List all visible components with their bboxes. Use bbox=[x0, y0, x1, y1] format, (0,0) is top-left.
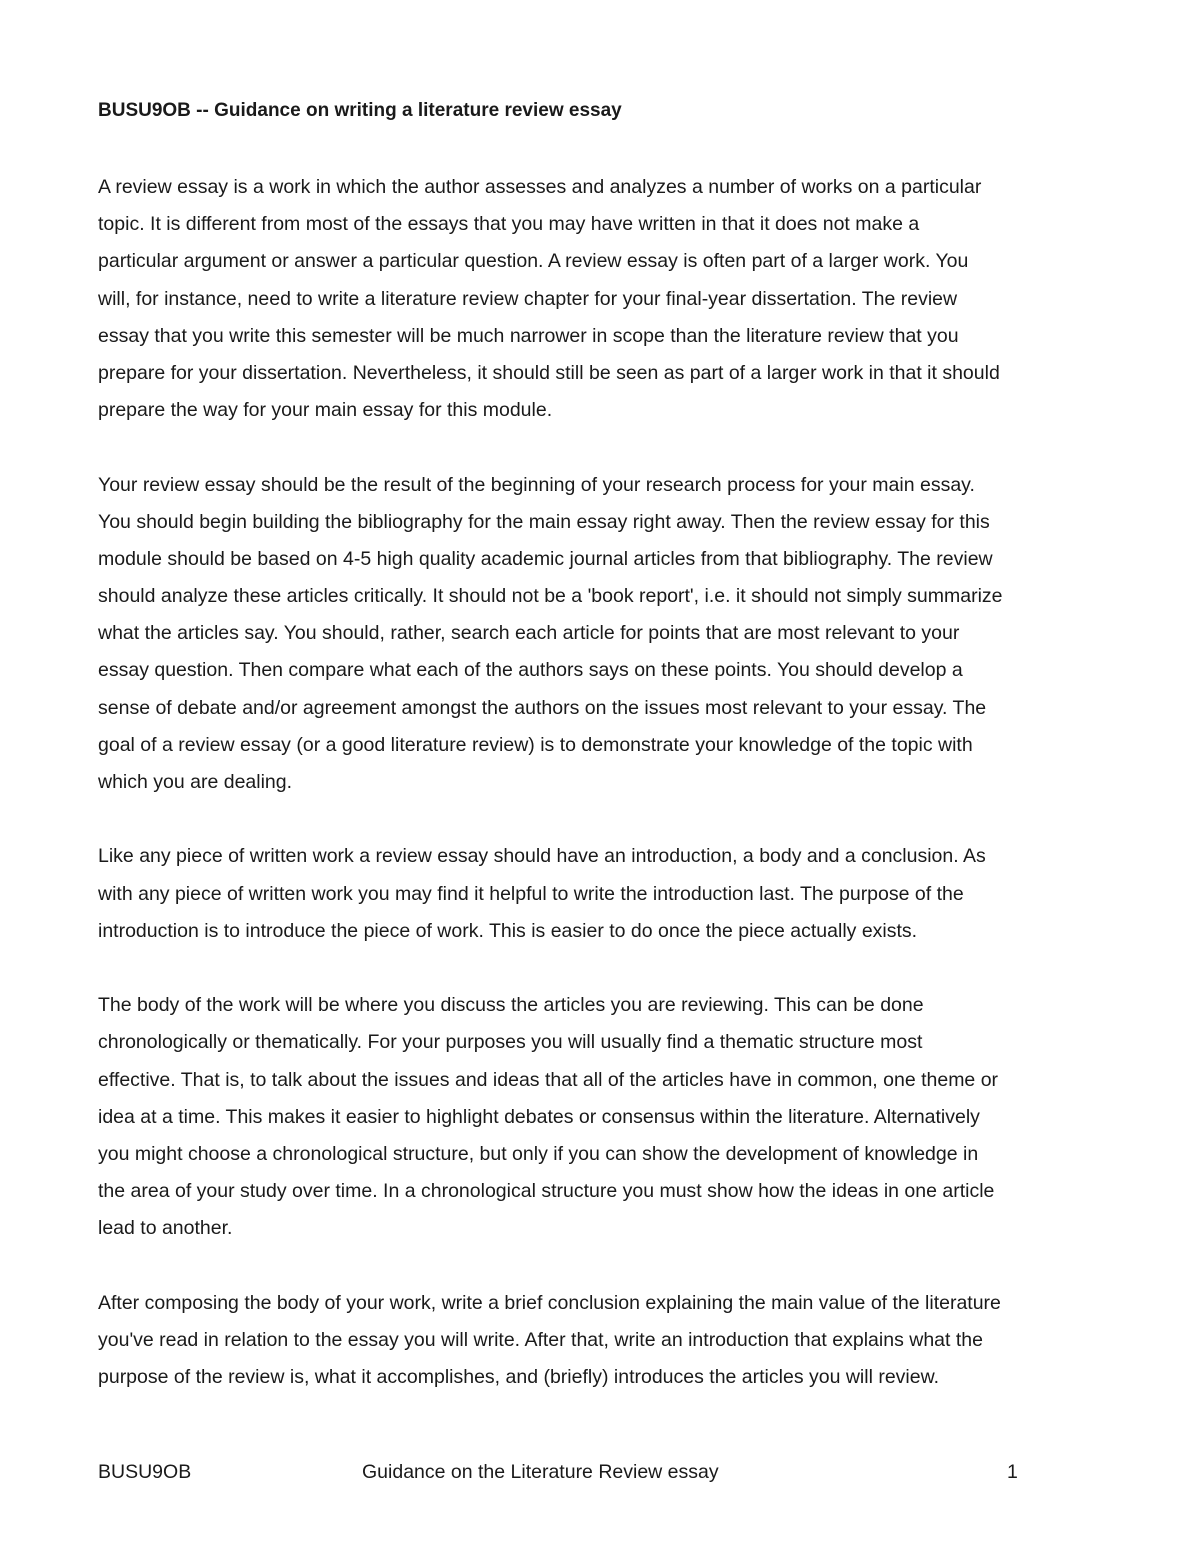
text-line: introduction is to introduce the piece of work. This is easier to do once the piece actually exists. bbox=[98, 919, 918, 942]
text-line: with any piece of written work you may find it helpful to write the introduction last. The purpose of the bbox=[98, 882, 964, 905]
text-line: After composing the body of your work, write a brief conclusion explaining the main value of the literature bbox=[98, 1291, 1001, 1314]
text-line: module should be based on 4-5 high quality academic journal articles from that bibliography. The review bbox=[98, 547, 993, 570]
text-line: which you are dealing. bbox=[98, 771, 293, 793]
text-line: essay question. Then compare what each of the authors says on these points. You should develop a bbox=[98, 659, 963, 682]
text-line: essay that you write this semester will be much narrower in scope than the literature review that you bbox=[98, 324, 959, 347]
text-line: goal of a review essay (or a good literature review) is to demonstrate your knowledge of the topic with bbox=[98, 733, 973, 756]
text-line: particular argument or answer a particular question. A review essay is often part of a larger work. You bbox=[98, 250, 969, 273]
text-line: you might choose a chronological structure, but only if you can show the development of knowledge in bbox=[98, 1142, 979, 1165]
text-line: A review essay is a work in which the author assesses and analyzes a number of works on a particular bbox=[98, 176, 982, 198]
text-line: purpose of the review is, what it accomplishes, and (briefly) introduces the articles you will review. bbox=[98, 1366, 940, 1388]
paragraph-2 bbox=[98, 467, 1108, 802]
paragraph-1 bbox=[98, 169, 1108, 429]
text-line: will, for instance, need to write a literature review chapter for your final-year dissertation. The review bbox=[98, 287, 958, 310]
text-line: You should begin building the bibliography for the main essay right away. Then the review essay for this bbox=[98, 510, 990, 533]
text-line: effective. That is, to talk about the issues and ideas that all of the articles have in common, one theme or bbox=[98, 1068, 999, 1091]
document-body bbox=[98, 96, 1108, 1433]
text-line: chronologically or thematically. For your purposes you will usually find a thematic structure most bbox=[98, 1031, 923, 1054]
paragraph-3 bbox=[98, 838, 1108, 950]
document-title: BUSU9OB -- Guidance on writing a literature review essay bbox=[98, 100, 622, 121]
text-line: Like any piece of written work a review essay should have an introduction, a body and a conclusion. As bbox=[98, 845, 986, 868]
page-number: 1 bbox=[1007, 1461, 1018, 1483]
text-line: Your review essay should be the result of the beginning of your research process for your main essay. bbox=[98, 473, 975, 496]
text-line: idea at a time. This makes it easier to highlight debates or consensus within the literature. Alternatively bbox=[98, 1105, 980, 1128]
footer-document-title: Guidance on the Literature Review essay bbox=[362, 1461, 719, 1483]
text-line: should analyze these articles critically. It should not be a 'book report', i.e. it should not simply summarize bbox=[98, 585, 1003, 608]
text-line: the area of your study over time. In a chronological structure you must show how the ideas in one article bbox=[98, 1180, 995, 1203]
text-line: prepare the way for your main essay for this module. bbox=[98, 399, 553, 422]
page-footer bbox=[0, 1457, 1200, 1487]
text-line: lead to another. bbox=[98, 1217, 233, 1240]
paragraph-4 bbox=[98, 987, 1108, 1247]
text-line: what the articles say. You should, rather, search each article for points that are most relevant to your bbox=[98, 622, 960, 645]
text-line: The body of the work will be where you discuss the articles you are reviewing. This can be done bbox=[98, 994, 924, 1017]
text-line: topic. It is different from most of the essays that you may have written in that it does not make a bbox=[98, 213, 920, 236]
text-line: sense of debate and/or agreement amongst the authors on the issues most relevant to your essay. The bbox=[98, 696, 987, 719]
paragraph-5 bbox=[98, 1285, 1108, 1397]
footer-module-code: BUSU9OB bbox=[98, 1461, 192, 1483]
text-line: prepare for your dissertation. Nevertheless, it should still be seen as part of a larger work in that it should bbox=[98, 361, 1000, 384]
text-line: you've read in relation to the essay you will write. After that, write an introduction that explains what the bbox=[98, 1328, 983, 1351]
